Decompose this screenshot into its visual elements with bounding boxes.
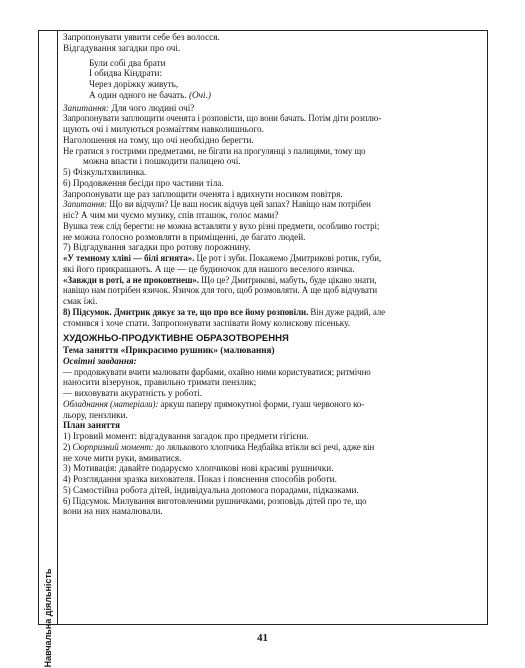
paragraph-line: Запропонувати ще раз заплющити оченята і вдихнути носиком повітря. xyxy=(63,188,343,199)
riddle-quote: «У темному хліві — білі ягнята». xyxy=(63,253,195,263)
equipment-line: Обладнання (матеріали): аркуш паперу прямокутної форми, гуаш червоного ко- xyxy=(63,398,365,409)
paragraph-line: які його прикрашають. А ще — це будиночок для нашого веселого язичка. xyxy=(63,263,355,274)
step-line: 8) Підсумок. Дмитрик дякує за те, що про все йому розповіли. Він дуже радий, але xyxy=(63,306,386,317)
plan-item: 1) Ігровий момент: відгадування загадок про предмети гігієни. xyxy=(63,431,309,441)
paragraph-line: не можна голосно розмовляти в приміщенні, де багато людей. xyxy=(63,231,306,242)
plan-item: 5) Самостійна робота дітей, індивідуальна допомога порадами, підказками. xyxy=(63,484,359,495)
content-column xyxy=(63,31,487,517)
plan-item-label: Сюрпризний момент: xyxy=(72,441,154,452)
plan-item: вони на них намалювали. xyxy=(63,506,163,517)
task-line: — виховувати акуратність у роботі. xyxy=(63,388,203,398)
paragraph-line: смак їжі. xyxy=(63,296,98,306)
plan-label: План заняття xyxy=(63,420,120,431)
question-label: Запитання: xyxy=(63,199,108,210)
paragraph-line: Запропонувати заплющити оченята і розповісти, що вони бачать. Потім діти розплю- xyxy=(63,113,382,124)
side-label: Навчальна діяльність xyxy=(43,568,53,668)
paragraph-line: стомився і хоче спати. Запропонувати заспівати йому колискову пісеньку. xyxy=(63,317,351,328)
paragraph-line: «У темному хліві — білі ягнята». Це рот і зуби. Покажемо Дмитрикові ротик, губи, xyxy=(63,253,382,263)
riddle-line: Через доріжку живуть, xyxy=(89,79,179,89)
plan-item: 6) Підсумок. Милування виготовленими рушничками, розповідь дітей про те, що xyxy=(63,495,367,506)
question-line: ніс? А чим ми чуємо музику, спів пташок, голос мами? xyxy=(63,210,279,220)
riddle-line: І обидва Кіндрати: xyxy=(89,68,162,79)
tasks-label: Освітні завдання: xyxy=(63,355,137,366)
question-label: Запитання: xyxy=(63,102,110,113)
equipment-label: Обладнання (матеріали): xyxy=(63,398,159,409)
riddle-line: А один одного не бачать. (Очі.) xyxy=(89,89,211,100)
plan-item: 2) Сюрпризний момент: до лялькового хлопчика Недбайка втікли всі речі, адже він xyxy=(63,441,375,452)
question-line: Запитання: Що ви відчули? Це ваш носик відчув цей запах? Навіщо нам потрібен xyxy=(63,199,371,210)
section-title: ХУДОЖНЬО-ПРОДУКТИВНЕ ОБРАЗОТВОРЕННЯ xyxy=(63,334,289,345)
plan-item: 4) Розглядання зразка вихователя. Показ і пояснення способів роботи. xyxy=(63,474,337,484)
task-line: наносити візерунок, правильно тримати пензлик; xyxy=(63,377,257,388)
summary-bold: 8) Підсумок. Дмитрик дякує за те, що про все йому розповіли. xyxy=(63,306,309,317)
paragraph-line: можна впасти і пошкодити палицею очі. xyxy=(83,156,241,167)
paragraph-line: «Завжди в роті, а не проковтнеш». Що це? Дмитрикові, мабуть, буде цікаво знати, xyxy=(63,274,377,285)
topic-line: Тема заняття «Прикрасимо рушник» (малювання) xyxy=(63,345,275,355)
plan-item: не хоче мити руки, вмиватися. xyxy=(63,452,182,463)
step-line: 7) Відгадування загадки про ротову порожнину. xyxy=(63,242,251,253)
side-column xyxy=(39,31,58,668)
step-line: 6) Продовження бесіди про частини тіла. xyxy=(63,177,224,188)
page-number: 41 xyxy=(257,632,268,644)
riddle-quote: «Завжди в роті, а не проковтнеш». xyxy=(63,274,199,285)
question-line: Запитання: Для чого людині очі? xyxy=(63,102,195,113)
step-line: 5) Фізкультхвилинка. xyxy=(63,167,147,177)
riddle-intro-line: Відгадування загадки про очі. xyxy=(63,42,181,53)
riddle-poem xyxy=(63,58,487,101)
paragraph-line: Не гратися з гострими предметами, не бігати на прогулянці з палицями, тому що xyxy=(63,145,366,156)
riddle-line: Були собі два брати xyxy=(89,57,166,68)
riddle-answer: (Очі.) xyxy=(188,89,211,100)
plan-item: 3) Мотивація: давайте подаруємо хлопчикові нові красиві рушнички. xyxy=(63,463,334,474)
equipment-line: льору, пензлики. xyxy=(63,409,128,420)
paragraph-line: Наголошення на тому, що очі необхідно берегти. xyxy=(63,134,254,145)
riddle-intro-line: Запропонувати уявити себе без волосся. xyxy=(63,32,220,42)
paragraph-line: щують очі і милуються розмаїттям навколишнього. xyxy=(63,124,264,134)
paragraph-line: навіщо нам потрібен язичок. Язичок для того, щоб розмовляти. А ще щоб відчувати xyxy=(63,285,378,296)
paragraph-line: Вушка теж слід берегти: не можна вставляти у вухо різні предмети, особливо гострі; xyxy=(63,220,380,231)
task-line: — продовжувати вчити малювати фарбами, охайно ними користуватися; ритмічно xyxy=(63,366,371,377)
